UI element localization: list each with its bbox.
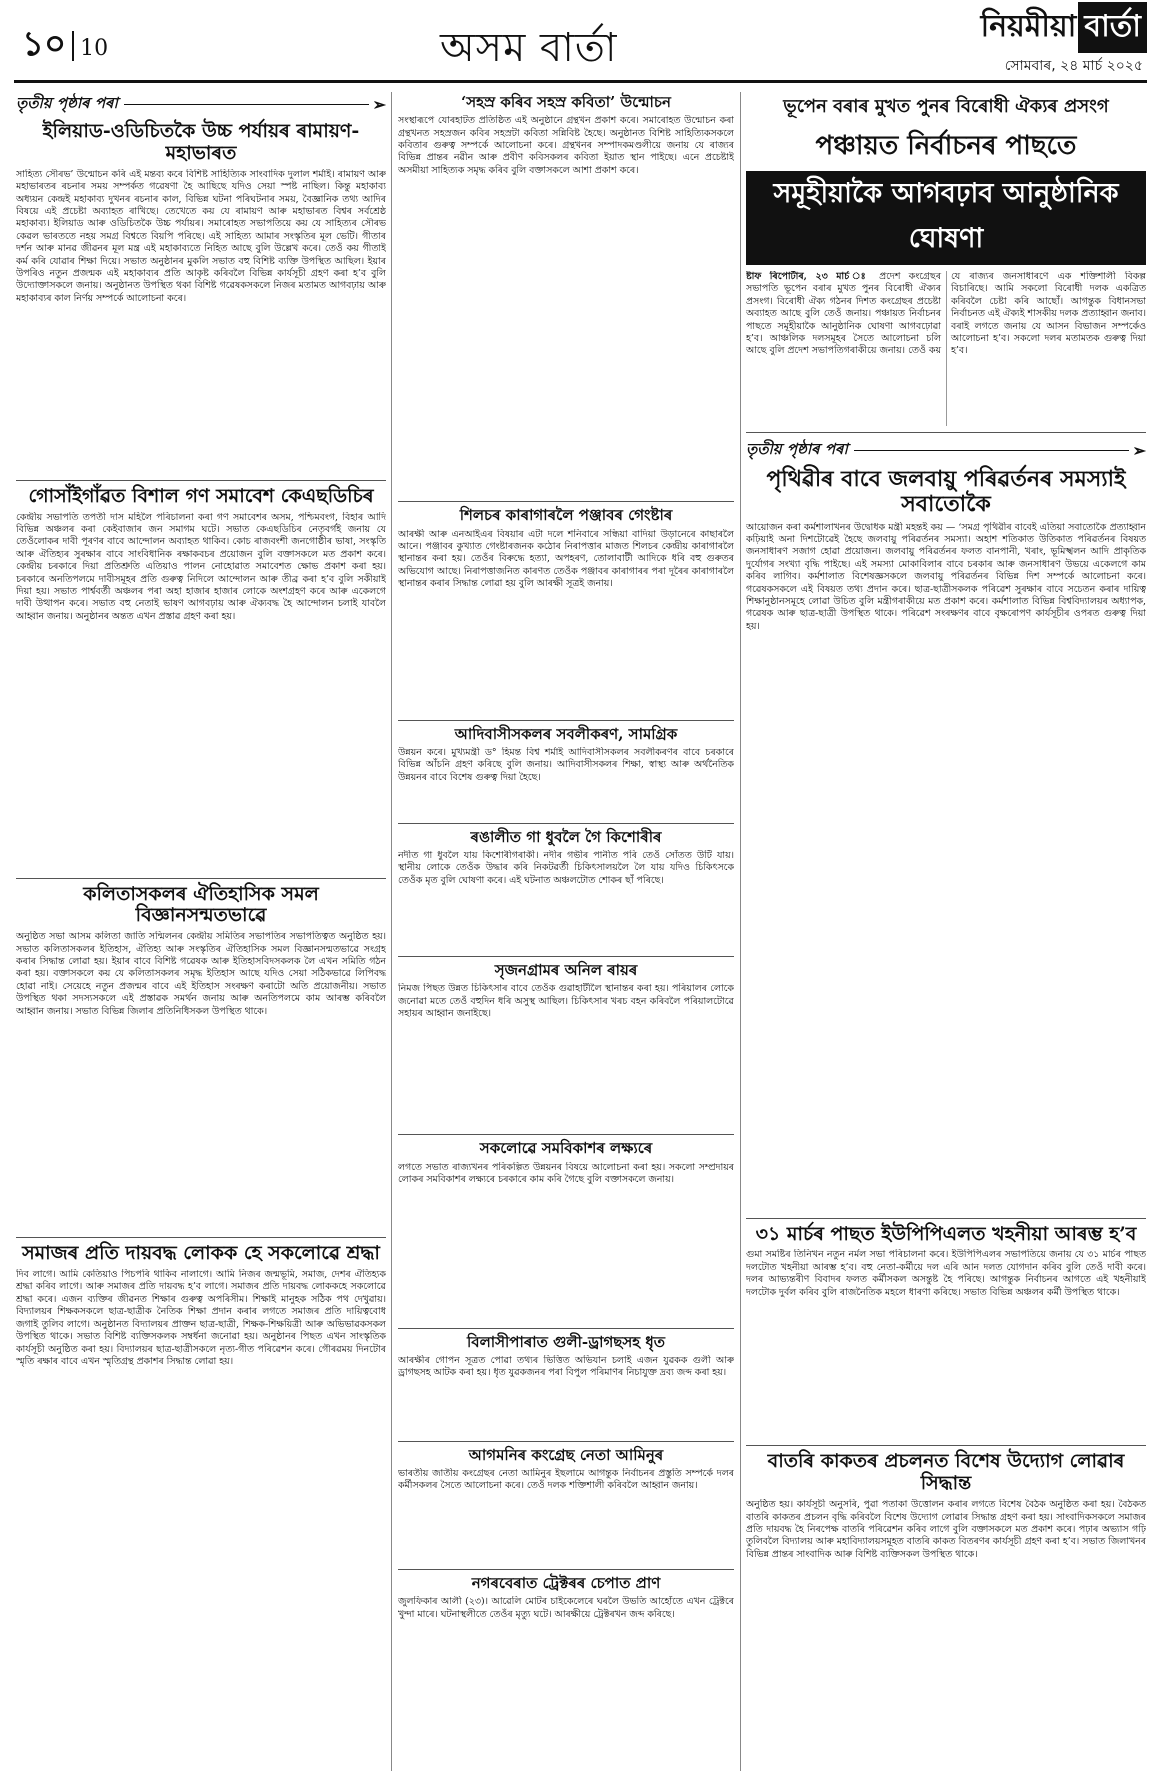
column-left bbox=[16, 92, 386, 1771]
story-headline: গোসাঁইগাঁৱত বিশাল গণ সমাবেশ কেএছডিচিৰ bbox=[28, 484, 374, 507]
page-number-bengali: ১০ bbox=[22, 24, 67, 64]
story-headline: নগৰবেৰাত ট্ৰেক্টৰৰ চেপাত প্ৰাণ bbox=[471, 1574, 661, 1592]
story-body: সংস্থাৰূপে যোৰহাটত প্ৰতিষ্ঠিত এই অনুষ্ঠানে গ্ৰন্থখন প্ৰকাশ কৰে। সমাৰোহত উন্মোচন কৰা গ্ৰন্থখনত সহস্ৰজন কবিৰ সহস্ৰটা কবিতা সন্নিবিষ্ট হৈছে। অনুষ্ঠানত বিশিষ্ট সাহিত্যিকসকলে কবিতাৰ গুৰুত্ব সম্পৰ্কে আলোচনা কৰে। গ্ৰন্থখনৰ সম্পাদকমণ্ডলীয়ে জনায় যে ৰাজ্যৰ বিভিন্ন প্ৰান্তৰ নৱীন আৰু প্ৰবীণ কবিসকলৰ কবিতা ইয়াত স্থান পাইছে। এনে প্ৰচেষ্টাই অসমীয়া সাহিত্যক সমৃদ্ধ কৰিব বুলি বক্তাসকলে আশা প্ৰকাশ কৰে। bbox=[398, 115, 734, 176]
story-body: লগতে সভাত ৰাজ্যখনৰ পৰিকল্পিত উন্নয়নৰ বিষয়ে আলোচনা কৰা হয়। সকলো সম্প্ৰদায়ৰ লোকৰ সমবিকাশৰ লক্ষ্যৰে চৰকাৰে কাম কৰি গৈছে বুলি বক্তাসকলে জনায়। bbox=[398, 1161, 734, 1185]
story-headline: ইলিয়াড-ওডিচিতকৈ উচ্চ পৰ্যায়ৰ ৰামায়ণ-মহাভাৰত bbox=[42, 120, 360, 164]
story-headline: বাতৰি কাকতৰ প্ৰচলনত বিশেষ উদ্যোগ লোৱাৰ সিদ্ধান্ত bbox=[767, 1450, 1125, 1495]
brand-part-2: বাৰ্তা bbox=[1078, 2, 1147, 53]
story bbox=[16, 121, 386, 474]
story bbox=[398, 962, 734, 1128]
story-body: উন্নয়ন কৰে। মুখ্যমন্ত্ৰী ড° হিমন্ত বিশ্ব শৰ্মাই আদিবাসীসকলৰ সবলীকৰণৰ বাবে চৰকাৰে বিভিন্ন আঁচনি গ্ৰহণ কৰিছে বুলি জনায়। আদিবাসীসকলৰ শিক্ষা, স্বাস্থ্য আৰু অৰ্থনৈতিক উন্নয়নৰ বাবে বিশেষ গুৰুত্ব দিয়া হৈছে। bbox=[398, 746, 734, 783]
story bbox=[398, 1334, 734, 1435]
story-headline: সৃজনগ্ৰামৰ অনিল ৰায়ৰ bbox=[494, 961, 638, 979]
story-separator bbox=[398, 501, 734, 502]
story bbox=[746, 1224, 1146, 1440]
masthead bbox=[0, 0, 1161, 84]
section-title: অসম বাৰ্তা bbox=[440, 25, 618, 71]
lead-headline: পঞ্চায়ত নিৰ্বাচনৰ পাছতে bbox=[815, 131, 1077, 161]
story bbox=[746, 467, 1146, 1212]
story-headline: আদিবাসীসকলৰ সবলীকৰণ, সামগ্ৰিক bbox=[454, 724, 678, 743]
story-headline: শিলচৰ কাৰাগাৰলৈ পঞ্জাবৰ গেংষ্টাৰ bbox=[459, 506, 673, 525]
story-body: নিমজ পিছত উন্নত চিকিৎসাৰ বাবে তেওঁক গুৱাহাটীলৈ স্থানান্তৰ কৰা হয়। পৰিয়ালৰ লোকে জনোৱা মতে তেওঁ বহুদিন ধৰি অসুস্থ আছিল। চিকিৎসাৰ খৰচ বহন কৰিবলৈ পৰিয়ালটোৱে সহায়ৰ আহ্বান জনাইছে। bbox=[398, 983, 734, 1020]
story bbox=[398, 507, 734, 713]
story-separator bbox=[16, 480, 386, 481]
story-separator bbox=[746, 1218, 1146, 1219]
story-separator bbox=[746, 432, 1146, 433]
story-body: অনুষ্ঠিত সভা আসম কলিতা জাতি সন্মিলনৰ কেন্দ্ৰীয় সমিতিৰ সভাপতিৰ সভাপতিত্বত অনুষ্ঠিত হয়। সভাত কলিতাসকলৰ ইতিহাস, ঐতিহ্য আৰু সংস্কৃতিৰ ঐতিহাসিক সমল বিজ্ঞানসন্মতভাৱে সংগ্ৰহ কৰাৰ সিদ্ধান্ত লোৱা হয়। ইয়াৰ বাবে বিশিষ্ট গৱেষক আৰু ইতিহাসবিদসকলক লৈ এখন সমিতি গঠন কৰা হয়। বক্তাসকলে কয় যে কলিতাসকলৰ সমৃদ্ধ ইতিহাস আছে যদিও সেয়া সঠিকভাৱে লিপিবদ্ধ হোৱা নাই। সেয়েহে নতুন প্ৰজন্মৰ বাবে এই ইতিহাস সংৰক্ষণ কৰাটো অতি প্ৰয়োজনীয়। সভাত উপস্থিত থকা সদস্যসকলে এই প্ৰস্তাৱক সমৰ্থন জনায় আৰু অনতিপলমে কাম আৰম্ভ কৰিবলৈ আহ্বান জনায়। সভাত বিভিন্ন জিলাৰ প্ৰতিনিধিসকল উপস্থিত থাকে। bbox=[16, 931, 386, 1017]
arrow-icon: ➢ bbox=[1132, 441, 1146, 460]
story-headline: সকলোৱে সমবিকাশৰ লক্ষ্যৰে bbox=[479, 1139, 653, 1158]
story-separator bbox=[398, 1441, 734, 1442]
story bbox=[16, 884, 386, 1232]
story bbox=[398, 1575, 734, 1656]
story-headline: ৩১ মাৰ্চৰ পাছত ইউপিপিএলত খহনীয়া আৰম্ভ হ’ব bbox=[755, 1222, 1137, 1245]
story-body: আৰক্ষী আৰু এনআইএৰ বিষয়াৰ এটা দলে শনিবাৰে সন্ধিয়া বাদিয়া উড়ানেৰে কাছাৰলৈ আনে। পঞ্জাবৰ কুখ্যাত গেংষ্টাৰজনক কঠোৰ নিৰাপত্তাৰ মাজত শিলচৰ কেন্দ্ৰীয় কাৰাগাৰলৈ স্থানান্তৰ কৰা হয়। তেওঁৰ বিৰুদ্ধে হত্যা, অপহৰণ, তোলাবাটী আদিকে ধৰি বহু গুৰুতৰ অভিযোগ আছে। নিৰাপত্তাজনিত কাৰণত তেওঁক পঞ্জাবৰ কাৰাগাৰৰ পৰা দূৰৈৰ কাৰাগাৰলৈ স্থানান্তৰ কৰাৰ সিদ্ধান্ত লোৱা হয় বুলি আৰক্ষী সূত্ৰই জনায়। bbox=[398, 528, 734, 590]
story-body: দিব লাগে। আমি কেতিয়াও পিচপৰি থাকিব নালাগে। আমি নিজৰ জন্মভূমি, সমাজ, দেশৰ ঐতিহ্যক শ্ৰদ্ধা কৰিব লাগে। আৰু সমাজৰ প্ৰতি দায়বদ্ধ হ’ব লাগে। সমাজৰ প্ৰতি দায়বদ্ধ লোককহে সকলোৱে শ্ৰদ্ধা কৰে। এজন ব্যক্তিৰ জীৱনত শিক্ষাৰ গুৰুত্ব অপৰিসীম। শিক্ষাই মানুহক সঠিক পথ দেখুৱায়। বিদ্যালয়ৰ শিক্ষকসকলে ছাত্ৰ-ছাত্ৰীক নৈতিক শিক্ষা প্ৰদান কৰাৰ লগতে সমাজৰ প্ৰতি দায়িত্ববোধ জগাই তুলিব লাগে। অনুষ্ঠানত বিদ্যালয়ৰ প্ৰাক্তন ছাত্ৰ-ছাত্ৰী, শিক্ষক-শিক্ষয়িত্ৰী আৰু অভিভাৱকসকল উপস্থিত থাকে। সভাত বিশিষ্ট ব্যক্তিসকলক সম্বৰ্ধনা জনোৱা হয়। অনুষ্ঠানৰ পিছত এখন সাংস্কৃতিক কাৰ্যসূচী অনুষ্ঠিত কৰা হয়। বিদ্যালয়ৰ ছাত্ৰ-ছাত্ৰীসকলে নৃত্য-গীত পৰিৱেশন কৰে। গৌৰৱময় দিনটোৰ স্মৃতি ৰক্ষাৰ বাবে এখন স্মৃতিগ্ৰন্থ প্ৰকাশৰ সিদ্ধান্ত লোৱা হয়। bbox=[16, 1269, 386, 1367]
story-body: আৰক্ষীৰ গোপন সূত্ৰত পোৱা তথ্যৰ ভিত্তিত অভিযান চলাই এজন যুৱকক গুলী আৰু ড্ৰাগছসহ আটক কৰা হয়। ধৃত যুৱকজনৰ পৰা বিপুল পৰিমাণৰ নিচাযুক্ত দ্ৰব্য জব্দ কৰা হয়। bbox=[398, 1354, 734, 1379]
story bbox=[398, 1447, 734, 1563]
story-body: নদীত গা ধুবলৈ যায় কিশোৰীগৰাকী। নদীৰ গভীৰ পানীত পৰি তেওঁ সোঁতত উটি যায়। স্থানীয় লোকে তেওঁক উদ্ধাৰ কৰি নিকটৱৰ্তী চিকিৎসালয়লৈ লৈ যায় যদিও চিকিৎসকে তেওঁক মৃত বুলি ঘোষণা কৰে। এই ঘটনাত অঞ্চলটোত শোকৰ ছাঁ পৰিছে। bbox=[398, 850, 734, 886]
lead-dateline: ষ্টাফ ৰিপোৰ্টাৰ, ২৩ মাৰ্চ ঃ bbox=[746, 271, 871, 282]
story-separator bbox=[746, 1445, 1146, 1446]
lead-story bbox=[746, 92, 1146, 426]
lead-kicker: ভূপেন বৰাৰ মুখত পুনৰ বিৰোধী ঐক্যৰ প্ৰসংগ bbox=[783, 96, 1109, 117]
story bbox=[398, 829, 734, 950]
story-body: আয়োজন কৰা কৰ্মশালাখনৰ উদ্বোধক মন্ত্ৰী মহন্তই কয় — ‘সমগ্ৰ পৃথিৱীৰ বাবেই এতিয়া সবাতোকৈ প্ৰত্যাহ্বান কঢ়িয়াই অনা দিশটোৱেই হৈছে জলবায়ু পৰিৱৰ্তনৰ সমস্যা। অহাশ শতিকাত উতিকাত পৰিৱৰ্তনৰ বিষয়ত জনসাধাৰণ সজাগ হোৱা প্ৰয়োজন। জলবায়ু পৰিৱৰ্তনৰ ফলত বানপানী, খৰাং, ভূমিস্খলন আদি প্ৰাকৃতিক দুৰ্যোগৰ সংখ্যা বৃদ্ধি পাইছে। এই সমস্যা মোকাবিলাৰ বাবে চৰকাৰ আৰু জনসাধাৰণ উভয়ে একেলগে কাম কৰিব লাগিব। কৰ্মশালাত বিশেষজ্ঞসকলে জলবায়ু পৰিৱৰ্তনৰ বিভিন্ন দিশ সম্পৰ্কে আলোচনা কৰে। গৱেষকসকলে এই বিষয়ত তথ্য প্ৰদান কৰে। ছাত্ৰ-ছাত্ৰীসকলক পৰিৱেশ সুৰক্ষাৰ বাবে সচেতন কৰাৰ দায়িত্ব শিক্ষানুষ্ঠানসমূহে লোৱা উচিত বুলি মন্ত্ৰীগৰাকীয়ে মত প্ৰকাশ কৰে। কৰ্মশালাত বিভিন্ন বিশ্ববিদ্যালয়ৰ অধ্যাপক, গৱেষক আৰু ছাত্ৰ-ছাত্ৰী উপস্থিত থাকে। পৰিৱেশ সংৰক্ষণৰ বাবে বৃক্ষৰোপণ কাৰ্যসূচীৰ ওপৰত গুৰুত্ব দিয়া হয়। bbox=[746, 521, 1146, 632]
column-divider bbox=[391, 92, 392, 1771]
story bbox=[746, 1451, 1146, 1771]
story-separator bbox=[16, 1237, 386, 1238]
story bbox=[398, 94, 734, 495]
issue-date: সোমবাৰ, ২৪ মাৰ্চ ২০২৫ bbox=[1004, 58, 1143, 74]
story-separator bbox=[398, 1134, 734, 1135]
story bbox=[398, 726, 734, 817]
story-headline: সমাজৰ প্ৰতি দায়বদ্ধ লোকক হে সকলোৱে শ্ৰদ্ধা bbox=[22, 1242, 380, 1265]
story-headline: ‘সহস্ৰ কৰিব সহস্ৰ কবিতা’ উন্মোচন bbox=[461, 93, 671, 111]
story bbox=[398, 1140, 734, 1321]
page-number-latin: 10 bbox=[80, 36, 109, 61]
story bbox=[16, 1243, 386, 1769]
story-body: অনুষ্ঠিত হয়। কাৰ্যসূচী অনুসৰি, পুৱা পতাকা উত্তোলন কৰাৰ লগতে বিশেষ বৈঠক অনুষ্ঠিত কৰা হয়। বৈঠকত বাতৰি কাকতৰ প্ৰচলন বৃদ্ধি কৰিবলৈ বিশেষ উদ্যোগ লোৱাৰ সিদ্ধান্ত গ্ৰহণ কৰা হয়। সাংবাদিকসকলে সমাজৰ প্ৰতি দায়বদ্ধ হৈ নিৰপেক্ষ বাতৰি পৰিৱেশন কৰিব লাগে বুলি বক্তাসকলে মত প্ৰকাশ কৰে। পঢ়াৰ অভ্যাস গঢ়ি তুলিবলৈ বিদ্যালয় আৰু মহাবিদ্যালয়সমূহত বাতৰি কাকত বিতৰণৰ কাৰ্যসূচী গ্ৰহণ কৰা হ’ব। সভাত জিলাখনৰ বিভিন্ন প্ৰান্তৰ সাংবাদিক আৰু বিশিষ্ট ব্যক্তিসকল উপস্থিত থাকে। bbox=[746, 1499, 1146, 1560]
story-body: জুলফিকাৰ আলী (২৩)। আৱেলি মোটৰ চাইকেলেৰে ঘৰলৈ উভতি আহোঁতে এখন ট্ৰেক্টৰে খুন্দা মাৰে। ঘটনাস্থলীতে তেওঁৰ মৃত্যু ঘটে। আৰক্ষীয়ে ট্ৰেক্টৰখন জব্দ কৰিছে। bbox=[398, 1596, 734, 1620]
story-body: কেন্দ্ৰীয় সভাপতি তপতী দাস মহিলৈ পৰিচালনা কৰা গণ সমাবেশৰ অসম, পশ্চিমবংগ, বিহাৰ আদি বিভিন্ন অঞ্চলৰ কৰা কেইবাজাৰ জন সমাগম ঘটে। সভাত কেএছডিচিৰ নেতৃবৰ্গই জনায় যে তেওঁলোকৰ দাবী পূৰণৰ বাবে আন্দোলন অব্যাহত থাকিব। কোচ ৰাজবংশী জনগোষ্ঠীৰ ভাষা, সংস্কৃতি আৰু ঐতিহ্যৰ সুৰক্ষাৰ বাবে সাংবিধানিক ৰক্ষাকবচৰ প্ৰয়োজন বুলি বক্তাসকলে মত প্ৰকাশ কৰে। কেন্দ্ৰীয় চৰকাৰে দিয়া প্ৰতিশ্ৰুতি এতিয়াও পালন নোহোৱাত সমাবেশত ক্ষোভ প্ৰকাশ কৰা হয়। চৰকাৰে অনতিপলমে দাবীসমূহৰ প্ৰতি গুৰুত্ব নিদিলে আন্দোলন আৰু তীব্ৰ কৰা হ’ব বুলি সকীয়াই দিয়া হয়। সভাত পাৰ্শ্ববৰ্তী অঞ্চলৰ পৰা অহা হাজাৰ হাজাৰ লোকে অংশগ্ৰহণ কৰে আৰু একেলগে দাবী উত্থাপন কৰে। সভাত বহু নেতাই ভাষণ আগবঢ়ায় আৰু ঐক্যবদ্ধ হৈ আন্দোলন চলাই যাবলৈ আহ্বান জনায়। অনুষ্ঠানৰ অন্তত এখন প্ৰস্তাৱ গ্ৰহণ কৰা হয়। bbox=[16, 511, 386, 622]
brand-logo bbox=[981, 8, 1147, 46]
story-headline: কলিতাসকলৰ ঐতিহাসিক সমল বিজ্ঞানসন্মতভাৱে bbox=[83, 882, 319, 927]
story-separator bbox=[16, 878, 386, 879]
story-headline: পৃথিৱীৰ বাবে জলবায়ু পৰিৱৰ্তনৰ সমস্যাই সবাতোকৈ bbox=[766, 466, 1126, 518]
story-separator bbox=[398, 1328, 734, 1329]
continued-text: তৃতীয় পৃষ্ঠাৰ পৰা bbox=[16, 94, 118, 112]
story-headline: বিলাসীপাৰাত গুলী-ড্ৰাগছসহ ধৃত bbox=[466, 1332, 666, 1351]
continued-label bbox=[16, 92, 386, 117]
story-separator bbox=[398, 720, 734, 721]
continued-rule bbox=[124, 104, 369, 105]
lead-body bbox=[746, 271, 1146, 426]
column-right bbox=[746, 92, 1146, 1771]
continued-rule bbox=[854, 450, 1129, 451]
lead-headline-banner: সমূহীয়াকৈ আগবঢ়াব আনুষ্ঠানিক ঘোষণা bbox=[746, 171, 1146, 265]
story-separator bbox=[398, 1569, 734, 1570]
lead-body-text: প্ৰদেশ কংগ্ৰেছৰ সভাপতি ভূপেন বৰাৰ মুখত পুনৰ বিৰোধী ঐক্যৰ প্ৰসংগ। বিৰোধী ঐক্য গঠনৰ দিশত কংগ্ৰেছৰ প্ৰচেষ্টা অব্যাহত আছে বুলি তেওঁ জনায়। পঞ্চায়ত নিৰ্বাচনৰ পাছতে সমূহীয়াকৈ আনুষ্ঠানিক ঘোষণা আগবঢ়োৱা হ’ব। আঞ্চলিক দলসমূহৰ সৈতে আলোচনা চলি আছে বুলি প্ৰদেশ সভাপতিগৰাকীয়ে জনায়। তেওঁ কয় যে ৰাজ্যৰ জনসাধাৰণে এক শক্তিশালী বিকল্প বিচাৰিছে। আমি সকলো বিৰোধী দলক একত্ৰিত কৰিবলৈ চেষ্টা কৰি আছোঁ। আগন্তুক বিধানসভা নিৰ্বাচনত এই ঐক্যই শাসকীয় দলক প্ৰত্যাহ্বান জনাব। বৰাই লগতে জনায় যে আসন বিভাজন সম্পৰ্কেও আলোচনা হ’ব। সকলো দলৰ মতামতক গুৰুত্ব দিয়া হ’ব। bbox=[746, 271, 1146, 357]
column-middle bbox=[398, 92, 734, 1771]
brand-part-1: নিয়মীয়া bbox=[980, 8, 1077, 44]
masthead-rule bbox=[14, 80, 1147, 83]
page-number bbox=[22, 18, 108, 75]
column-divider bbox=[740, 92, 741, 1771]
continued-label bbox=[746, 438, 1146, 463]
story-body: গুমা সমষ্টিৰ তিনিখন নতুন নৰ্মল সভা পৰিচালনা কৰে। ইউপিপিএলৰ সভাপতিয়ে জনায় যে ৩১ মাৰ্চৰ পাছত দলটোত খহনীয়া আৰম্ভ হ’ব। বহু নেতা-কৰ্মীয়ে দল এৰি আন দলত যোগদান কৰিব বুলি তেওঁ দাবী কৰে। দলৰ আভ্যন্তৰীণ বিবাদৰ ফলত কৰ্মীসকল অসন্তুষ্ট হৈ পৰিছে। আগন্তুক নিৰ্বাচনৰ আগতে এই খহনীয়াই দলটোক দুৰ্বল কৰিব বুলি ৰাজনৈতিক মহলে ধাৰণা কৰিছে। সভাত বিভিন্ন অঞ্চলৰ কৰ্মী উপস্থিত থাকে। bbox=[746, 1249, 1146, 1298]
story-headline: আগমনিৰ কংগ্ৰেছ নেতা আমিনুৰ bbox=[468, 1445, 664, 1464]
continued-text: তৃতীয় পৃষ্ঠাৰ পৰা bbox=[746, 440, 848, 458]
arrow-icon: ➢ bbox=[372, 95, 386, 114]
story-body: ভাৰতীয় জাতীয় কংগ্ৰেছৰ নেতা আমিনুৰ ইছলামে আগন্তুক নিৰ্বাচনৰ প্ৰস্তুতি সম্পৰ্কে দলৰ কৰ্মীসকলৰ সৈতে আলোচনা কৰে। তেওঁ দলক শক্তিশালী কৰিবলৈ আহ্বান জনায়। bbox=[398, 1468, 734, 1492]
story-separator bbox=[398, 956, 734, 957]
story-separator bbox=[398, 823, 734, 824]
story-body: সাহিত্য সৌৰভ’ উন্মোচন কৰি এই মন্তব্য কৰে বিশিষ্ট সাহিত্যিক সাংবাদিক দুলাল শৰ্মাই। ৰামায়ণ আৰু মহাভাৰতৰ ৰচনাৰ সময় সম্পৰ্কত গৱেষণা হৈ আছিছে যদিও সেয়া স্পষ্ট নাছিল। কিন্তু মহাকাব্য অধ্যয়ন কেন্দ্ৰই মহাকাব্য দুখনৰ ৰচনাৰ কাল, বিভিন্ন ঘটনা পৰিঘটনাৰ সময়, বৈজ্ঞানিক তথ্য আদিৰ বিষয়ে এই প্ৰচেষ্টা অব্যাহত ৰাখিছে। তেখেতে কয় যে ৰামায়ণ আৰু মহাভাৰত বিশ্বৰ সৰ্বশ্ৰেষ্ঠ মহাকাব্য। ইলিয়াড আৰু ওডিচিতকৈ উচ্চ পৰ্যায়ৰ। সমাৰোহত সভাপতিয়ে কয় যে সাহিত্যৰ সৌৰভ কেৱল ভাৰততে নহয় সমগ্ৰ বিশ্বতে বিয়পি পৰিছে। এই সাহিত্য আমাৰ সংস্কৃতিৰ মূল ভেটি। গীতাৰ দৰ্শন আৰু মানৱ জীৱনৰ মূল মন্ত্ৰ এই মহাকাব্যতে নিহিত আছে বুলি উল্লেখ কৰে। তেওঁ কয় গীতাই কৰ্ম কৰি যোৱাৰ শিক্ষা দিয়ে। সভাত অনুষ্ঠানৰ মুকলি সভাত বহু বিশিষ্ট ব্যক্তি উপস্থিত আছিল। ইয়াৰ উপৰিও নতুন প্ৰজন্মক এই মহাকাব্যৰ প্ৰতি আকৃষ্ট কৰিবলৈ বিভিন্ন কাৰ্যসূচী গ্ৰহণ কৰা হ’ব বুলি উদ্যোক্তাসকলে জনায়। অনুষ্ঠানত উপস্থিত থকা বিশিষ্ট গৱেষকসকলে নিজৰ মতামত আগবঢ়ায় আৰু মহাকাব্যৰ কাল নিৰ্ণয় সম্পৰ্কে আলোচনা কৰে। bbox=[16, 168, 386, 304]
page-number-divider bbox=[72, 31, 74, 61]
story-headline: ৰঙালীত গা ধুবলৈ গৈ কিশোৰীৰ bbox=[470, 827, 662, 846]
story bbox=[16, 486, 386, 872]
